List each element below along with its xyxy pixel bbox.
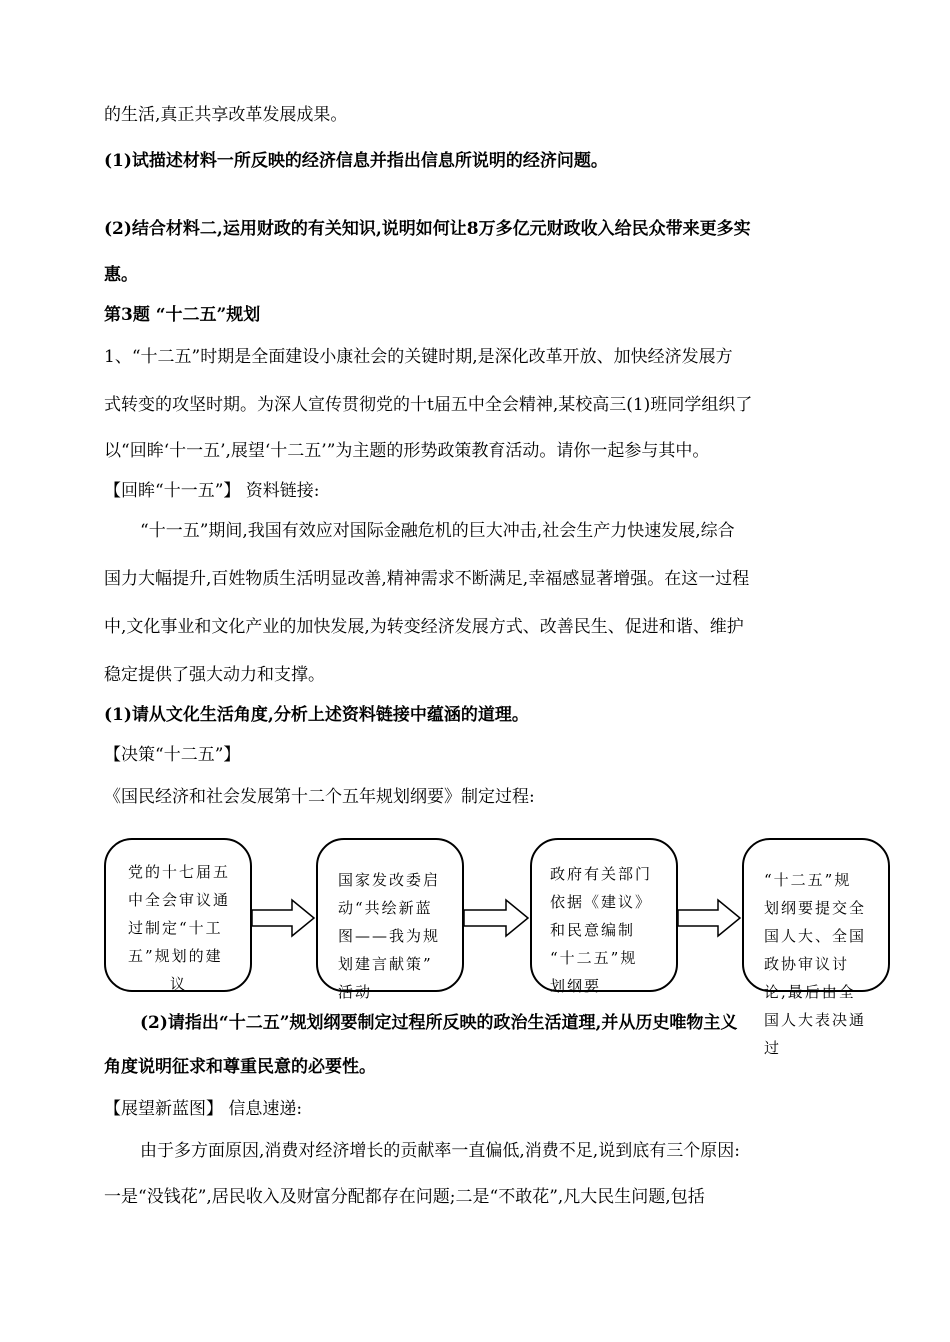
flow-arrow-3	[678, 898, 742, 938]
flow-box-3-text: 政府有关部门 依据《建议》 和民意编制 “十二五”规 划纲要	[550, 865, 653, 995]
text-line: “十一五”期间,我国有效应对国际金融危机的巨大冲击,社会生产力快速发展,综合	[140, 521, 735, 541]
text-line: 稳定提供了强大动力和支撑。	[104, 665, 325, 685]
question-1: (1)试描述材料一所反映的经济信息并指出信息所说明的经济问题。	[104, 151, 608, 171]
text-line: 国力大幅提升,百姓物质生活明显改善,精神需求不断满足,幸福感显著增强。在这一过程	[104, 569, 750, 589]
text-line: 以“回眸‘十一五’,展望‘十二五’”为主题的形势政策教育活动。请你一起参与其中。	[104, 441, 710, 461]
subsection-heading: 【回眸“十一五”】 资料链接:	[104, 481, 320, 501]
section-title: 第3题 “十二五”规划	[104, 305, 261, 325]
text-line: 中,文化事业和文化产业的加快发展,为转变经济发展方式、改善民生、促进和谐、维护	[104, 617, 744, 637]
text-line: 式转变的攻坚时期。为深人宣传贯彻党的十t届五中全会精神,某校高三(1)班同学组织了	[104, 395, 753, 415]
question-culture: (1)请从文化生活角度,分析上述资料链接中蕴涵的道理。	[104, 705, 529, 725]
flow-box-4-text: “十二五”规 划纲要提交全 国人大、全国 政协审议讨 论,最后由全 国人大表决通 过	[764, 871, 867, 1057]
subsection-heading: 【展望新蓝图】 信息速递:	[104, 1099, 303, 1119]
text-line: 《国民经济和社会发展第十二个五年规划纲要》制定过程:	[104, 787, 535, 807]
question-2: (2)结合材料二,运用财政的有关知识,说明如何让8万多亿元财政收入给民众带来更多实	[104, 219, 751, 239]
question-2-cont: 惠。	[104, 265, 138, 285]
text-line: 的生活,真正共享改革发展成果。	[104, 105, 348, 125]
text-line: 一是“没钱花”,居民收入及财富分配都存在问题;二是“不敢花”,凡大民生问题,包括	[104, 1187, 705, 1207]
text-line: 1、“十二五”时期是全面建设小康社会的关键时期,是深化改革开放、加快经济发展方	[104, 347, 733, 367]
flow-box-2-text: 国家发改委启 动“共绘新蓝 图——我为规 划建言献策” 活动	[338, 871, 441, 1001]
text-line: 由于多方面原因,消费对经济增长的贡献率一直偏低,消费不足,说到底有三个原因:	[140, 1141, 740, 1161]
subsection-heading: 【决策“十二五”】	[104, 745, 241, 765]
flow-arrow-2	[464, 898, 530, 938]
flow-box-1-text: 党的十七届五 中全会审议通 过制定“十工 五”规划的建 议	[128, 863, 231, 993]
flow-arrow-1	[252, 898, 316, 938]
question-politics: (2)请指出“十二五”规划纲要制定过程所反映的政治生活道理,并从历史唯物主义	[140, 1013, 738, 1033]
question-politics-cont: 角度说明征求和尊重民意的必要性。	[104, 1057, 376, 1077]
